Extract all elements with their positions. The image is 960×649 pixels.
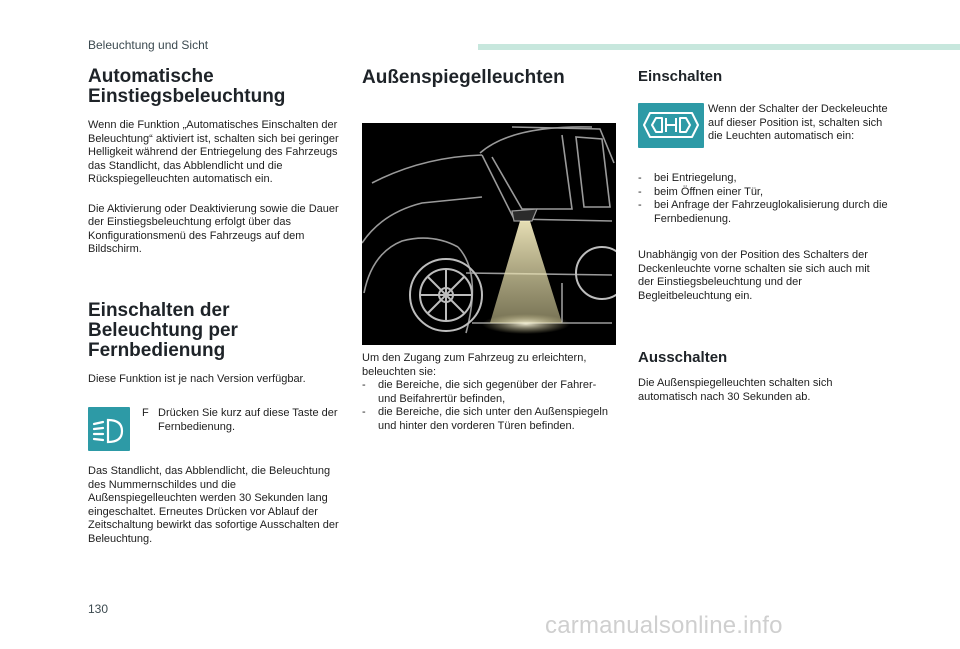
headlight-button-icon bbox=[88, 407, 130, 451]
heading-switch-off: Ausschalten bbox=[638, 349, 728, 366]
page-number: 130 bbox=[88, 602, 109, 616]
remote-instruction bbox=[142, 407, 342, 434]
heading-remote-lighting: Einschalten der Beleuchtung per Fernbedienung bbox=[88, 299, 238, 361]
paragraph-automatic-lighting: Wenn die Funktion „Automatisches Einschalten der Beleuchtung“ aktiviert ist, schalten sich bei geringer Helligkeit während der Entriegelung des Fahrzeugs das Standlicht, das Abblendlicht und die Rückspiegelleuchten automatisch ein. bbox=[88, 119, 339, 185]
list-item: - beim Öffnen einer Tür, bbox=[638, 185, 764, 198]
list-item: - bei Entriegelung, bbox=[638, 172, 737, 184]
heading-automatic-entry-lighting: Automatische Einstiegsbeleuchtung bbox=[88, 66, 286, 107]
left-column bbox=[88, 67, 346, 386]
watermark: carmanualsonline.info bbox=[545, 612, 783, 639]
right-list bbox=[638, 172, 888, 226]
paragraph-version-note: Diese Funktion ist je nach Version verfügbar. bbox=[88, 372, 306, 385]
header-bar bbox=[478, 44, 960, 50]
paragraph-switch-position: Wenn der Schalter der Deckeleuchte auf dieser Position ist, schalten sich die Leuchten automatisch ein: bbox=[708, 103, 888, 142]
heading-switch-on: Einschalten bbox=[638, 68, 723, 85]
paragraph-independent: Unabhängig von der Position des Schalters der Deckenleuchte vorne schalten sie sich auch mit der Einstiegsbeleuchtung und der Begleitbeleuchtung ein. bbox=[638, 249, 870, 302]
paragraph-switch-off: Die Außenspiegelleuchten schalten sich automatisch nach 30 Sekunden ab. bbox=[638, 377, 833, 403]
heading-mirror-lights: Außenspiegelleuchten bbox=[362, 67, 565, 88]
list-item: - die Bereiche, die sich gegenüber der Fahrer- und Beifahrertür befinden, bbox=[362, 379, 597, 405]
list-item: - bei Anfrage der Fahrzeuglokalisierung durch die Fernbedienung. bbox=[638, 199, 888, 225]
door-courtesy-light-icon bbox=[638, 103, 704, 148]
paragraph-mirror-intro: Um den Zugang zum Fahrzeug zu erleichtern, beleuchten sie: bbox=[362, 352, 587, 378]
car-mirror-light-illustration bbox=[362, 123, 616, 345]
paragraph-activation: Die Aktivierung oder Deaktivierung sowie die Dauer der Einstiegsbeleuchtung erfolgt über das Konfigurationsmenü des Fahrzeugs auf dem Bildschirm. bbox=[88, 202, 339, 255]
paragraph-timer: Das Standlicht, das Abblendlicht, die Beleuchtung des Nummernschildes und die Außenspiegelleuchten werden 30 Sekunden lang eingeschaltet. Erneutes Drücken vor Ablauf der Zeitschaltung bewirkt das sofortige Ausschalten der Beleuchtung. bbox=[88, 465, 339, 545]
remote-instruction-text: Drücken Sie kurz auf diese Taste der Fernbedienung. bbox=[158, 407, 338, 433]
section-title: Beleuchtung und Sicht bbox=[88, 38, 209, 52]
middle-column-text bbox=[362, 352, 616, 433]
list-item: - die Bereiche, die sich unter den Außenspiegeln und hinter den vorderen Türen befinden. bbox=[362, 406, 608, 432]
instruction-marker: F bbox=[142, 407, 149, 419]
